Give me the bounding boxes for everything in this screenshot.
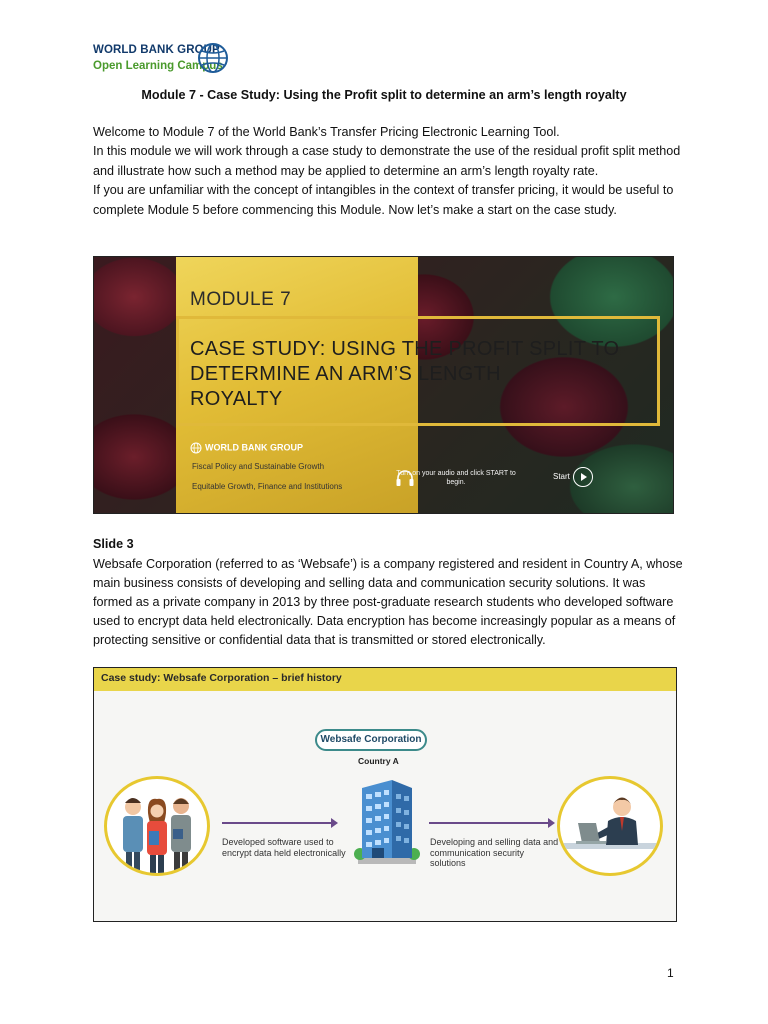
- founders-icon: [107, 779, 207, 873]
- document-title: Module 7 - Case Study: Using the Profit split to determine an arm’s length royalty: [141, 88, 627, 102]
- slide-subtitle-1: Fiscal Policy and Sustainable Growth: [192, 462, 325, 471]
- globe-icon: [190, 442, 202, 454]
- globe-icon: [197, 42, 229, 74]
- slide-brand-label: WORLD BANK GROUP: [205, 442, 303, 453]
- slide-brand: [190, 442, 303, 454]
- slide-heading-line: ROYALTY: [190, 388, 283, 410]
- left-caption: Developed software used to encrypt data held electronically: [222, 837, 346, 858]
- slide-heading-line: CASE STUDY: USING THE PROFIT SPLIT TO: [190, 338, 620, 360]
- intro-paragraph: In this module we will work through a case study to demonstrate the use of the residual profit split method and illustrate how such a method may be applied to determine an arm’s length royalty rate.: [93, 144, 681, 178]
- case-study-diagram: [93, 667, 677, 922]
- country-label: Country A: [358, 756, 399, 766]
- office-building-icon: [352, 776, 422, 866]
- world-bank-logo: [93, 42, 233, 78]
- intro-paragraph: If you are unfamiliar with the concept of intangibles in the context of transfer pricing, it would be useful to complete Module 5 before commencing this Module. Now let’s make a start on the case study.: [93, 183, 674, 217]
- right-caption: Developing and selling data and communication security solutions: [430, 837, 559, 868]
- intro-paragraph: Welcome to Module 7 of the World Bank’s Transfer Pricing Electronic Learning Tool.: [93, 125, 560, 139]
- arrow-right: [222, 822, 332, 824]
- slide-paragraph: Websafe Corporation (referred to as ‘Websafe’) is a company registered and resident in Country A, whose main business consists of developing and selling data and communication security solutions. It was formed as a private company in 2013 by three post-graduate research students who developed software used to encrypt data held electronically. Data encryption has become increasingly popular as a means of protecting sensitive or confidential data that is transmitted or stored electronically.: [93, 557, 683, 647]
- intro-text: [93, 123, 683, 220]
- logo-line1: WORLD BANK GROUP: [93, 44, 220, 56]
- man-at-laptop-icon: [560, 779, 660, 873]
- slide-subtitle-2: Equitable Growth, Finance and Institutions: [192, 482, 343, 491]
- logo-line2: Open Learning Campus: [93, 60, 223, 72]
- slide-heading-line: DETERMINE AN ARM’S LENGTH: [190, 363, 501, 385]
- slide-heading: [190, 337, 660, 412]
- module-label: MODULE 7: [190, 289, 292, 310]
- slide-label: Slide 3: [93, 537, 134, 551]
- audio-note: Turn on your audio and click START to begin.: [396, 470, 516, 486]
- start-label: Start: [553, 472, 570, 481]
- page-number: 1: [667, 966, 674, 980]
- developer-illustration: [557, 776, 663, 876]
- diagram-banner-text: Case study: Websafe Corporation – brief history: [101, 672, 342, 684]
- founders-illustration: [104, 776, 210, 876]
- arrow-right: [429, 822, 549, 824]
- module-title-slide: [93, 256, 674, 514]
- start-button[interactable]: [573, 467, 593, 487]
- company-pill: Websafe Corporation: [315, 729, 427, 751]
